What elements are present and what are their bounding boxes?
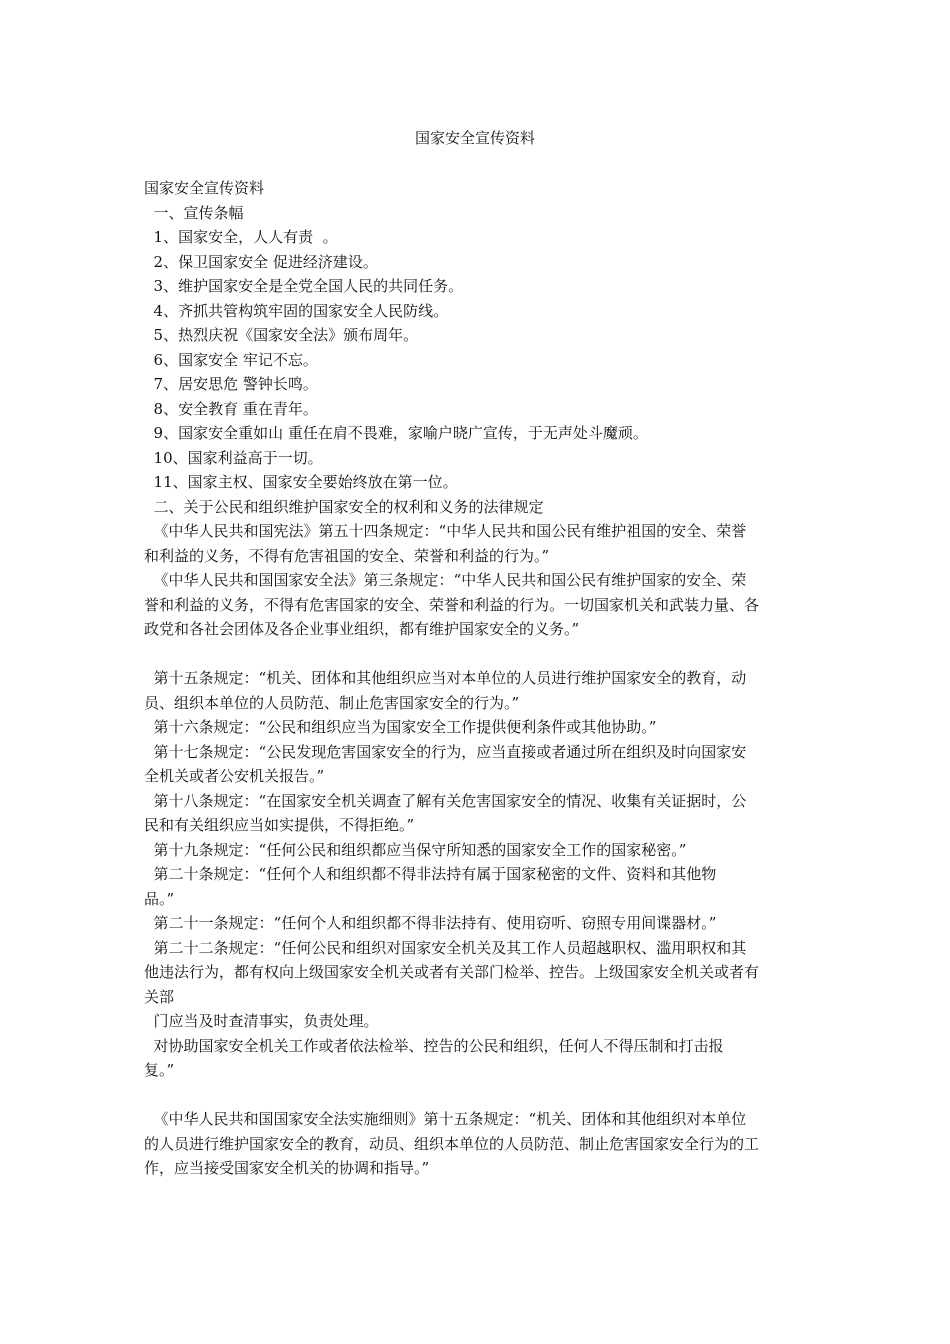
body-line: 政党和各社会团体及各企业事业组织，都有维护国家安全的义务。” bbox=[144, 620, 580, 638]
body-line: 10、国家利益高于一切。 bbox=[144, 448, 323, 467]
body-line: 3、维护国家安全是全党全国人民的共同任务。 bbox=[144, 277, 464, 295]
body-line: 4、齐抓共管构筑牢固的国家安全人民防线。 bbox=[144, 301, 449, 320]
body-line: 第十五条规定：“机关、团体和其他组织应当对本单位的人员进行维护国家安全的教育，动 bbox=[144, 669, 747, 687]
body-line: 誉和利益的义务，不得有危害国家的安全、荣誉和利益的行为。一切国家机关和武装力量、各 bbox=[144, 595, 760, 614]
body-line: 11、国家主权、国家安全要始终放在第一位。 bbox=[144, 473, 458, 491]
body-line: 和利益的义务，不得有危害祖国的安全、荣誉和利益的行为。” bbox=[144, 546, 550, 565]
body-line: 全机关或者公安机关报告。” bbox=[144, 767, 325, 785]
body-line: 《中华人民共和国国家安全法实施细则》第十五条规定：“机关、团体和其他组织对本单位 bbox=[144, 1110, 747, 1128]
body-line: 5、热烈庆祝《国家安全法》颁布周年。 bbox=[144, 326, 419, 344]
document-title: 国家安全宣传资料 bbox=[414, 129, 535, 147]
body-line: 第十六条规定：“公民和组织应当为国家安全工作提供便利条件或其他协助。” bbox=[144, 718, 657, 736]
body-line: 7、居安思危 警钟长鸣。 bbox=[144, 375, 318, 393]
body-line: 民和有关组织应当如实提供，不得拒绝。” bbox=[144, 816, 415, 834]
body-line: 《中华人民共和国宪法》第五十四条规定：“中华人民共和国公民有维护祖国的安全、荣誉 bbox=[144, 522, 747, 540]
body-line: 第二十条规定：“任何个人和组织都不得非法持有属于国家秘密的文件、资料和其他物 bbox=[144, 865, 717, 883]
body-line: 第二十一条规定：“任何个人和组织都不得非法持有、使用窃听、窃照专用间谍器材。” bbox=[144, 914, 717, 932]
body-line: 门应当及时查清事实，负责处理。 bbox=[144, 1012, 379, 1030]
body-line: 第十九条规定：“任何公民和组织都应当保守所知悉的国家安全工作的国家秘密。” bbox=[144, 840, 687, 859]
body-line: 对协助国家安全机关工作或者依法检举、控告的公民和组织，任何人不得压制和打击报 bbox=[144, 1036, 724, 1055]
body-line: 员、组织本单位的人员防范、制止危害国家安全的行为。” bbox=[144, 693, 520, 712]
document-body bbox=[144, 176, 806, 1181]
body-line: 一、宣传条幅 bbox=[144, 203, 244, 222]
body-line: 第十八条规定：“在国家安全机关调查了解有关危害国家安全的情况、收集有关证据时，公 bbox=[144, 791, 747, 810]
body-line: 《中华人民共和国国家安全法》第三条规定：“中华人民共和国公民有维护国家的安全、荣 bbox=[144, 571, 747, 589]
body-line: 8、安全教育 重在青年。 bbox=[144, 399, 318, 418]
body-line: 国家安全宣传资料 bbox=[144, 179, 265, 197]
body-line: 的人员进行维护国家安全的教育，动员、组织本单位的人员防范、制止危害国家安全行为的工 bbox=[144, 1134, 760, 1153]
body-line: 品。” bbox=[144, 889, 175, 908]
body-line: 6、国家安全 牢记不忘。 bbox=[144, 350, 318, 369]
body-line: 2、保卫国家安全 促进经济建设。 bbox=[144, 252, 378, 271]
blank-line bbox=[144, 642, 806, 667]
body-line: 作，应当接受国家安全机关的协调和指导。” bbox=[144, 1159, 430, 1177]
body-line: 二、关于公民和组织维护国家安全的权利和义务的法律规定 bbox=[144, 497, 544, 516]
body-line: 9、国家安全重如山 重任在肩不畏难，家喻户晓广宣传，于无声处斗魔顽。 bbox=[144, 424, 648, 442]
blank-line bbox=[144, 1083, 806, 1108]
body-line: 第十七条规定：“公民发现危害国家安全的行为，应当直接或者通过所在组织及时向国家安 bbox=[144, 742, 747, 761]
body-line: 他违法行为，都有权向上级国家安全机关或者有关部门检举、控告。上级国家安全机关或者有 bbox=[144, 963, 760, 981]
body-line: 复。” bbox=[144, 1061, 175, 1079]
body-line: 第二十二条规定：“任何公民和组织对国家安全机关及其工作人员超越职权、滥用职权和其 bbox=[144, 938, 747, 957]
body-line: 1、国家安全，人人有责 。 bbox=[144, 228, 338, 246]
body-line: 关部 bbox=[144, 987, 175, 1006]
